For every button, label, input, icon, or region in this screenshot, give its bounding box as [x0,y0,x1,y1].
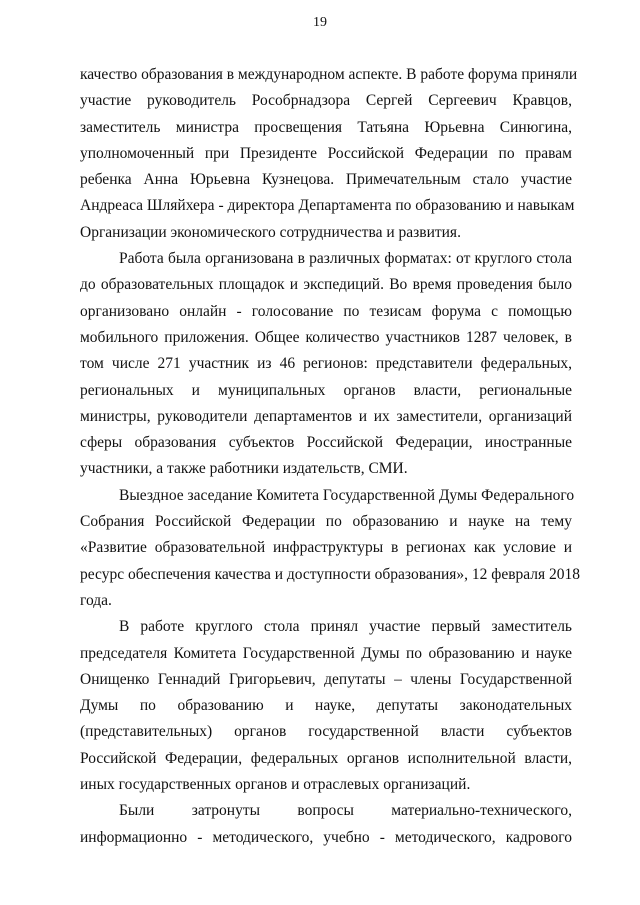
text-line: том числе 271 участник из 46 регионов: представители федеральных, [80,355,572,373]
text-line: Андреаса Шляйхера - директора Департамента по образованию и навыкам [80,197,575,215]
text-line: «Развитие образовательной инфраструктуры в регионах как условие и [80,539,572,557]
text-line: участие руководитель Рособрнадзора Сергей Сергеевич Кравцов, [80,92,572,110]
page-number: 19 [313,15,327,30]
document-body [80,62,581,851]
text-line: Работа была организована в различных форматах: от круглого стола [119,250,572,268]
text-line: министры, руководители департаментов и их заместители, организаций [80,407,572,425]
text-line: председателя Комитета Государственной Думы по образованию и науке [80,644,572,662]
text-line: (представительных) органов государственной власти субъектов [80,723,572,741]
paragraph-forum-participants [80,62,578,246]
text-line: сферы образования субъектов Российской Федерации, иностранные [80,434,572,452]
text-line: Российской Федерации, федеральных органов исполнительной власти, [80,749,572,767]
text-line: ребенка Анна Юрьевна Кузнецова. Примечательным стало участие [80,171,572,189]
text-line: Были затронуты вопросы материально-технического, [119,802,572,820]
text-line: заместитель министра просвещения Татьяна Юрьевна Синюгина, [80,118,572,136]
text-line: организовано онлайн - голосование по тезисам форума с помощью [80,302,572,320]
text-line: Собрания Российской Федерации по образованию и науке на тему [80,513,572,531]
text-line: мобильного приложения. Общее количество участников 1287 человек, в [80,328,572,346]
text-line: качество образования в международном аспекте. В работе форума приняли [80,66,578,83]
text-line: Организации экономического сотрудничества и развития. [80,223,461,241]
text-line: региональных и муниципальных органов власти, региональные [80,381,572,399]
paragraph-committee-session [80,483,581,614]
text-line: Онищенко Геннадий Григорьевич, депутаты – члены Государственной [80,670,572,688]
text-line: до образовательных площадок и экспедиций. Во время проведения было [80,276,572,294]
text-line: участники, а также работники издательств, СМИ. [80,460,408,478]
text-line: уполномоченный при Президенте Российской Федерации по правам [80,144,572,162]
text-line: ресурс обеспечения качества и доступности образования», 12 февраля 2018 [80,565,581,583]
paragraph-round-table [80,614,572,798]
paragraph-issues-discussed [80,798,572,851]
text-line: В работе круглого стола принял участие первый заместитель [119,618,572,636]
text-line: информационно - методического, учебно - методического, кадрового [80,828,572,846]
text-line: иных государственных органов и отраслевых организаций. [80,776,471,794]
paragraph-work-formats [80,246,572,483]
text-line: года. [80,591,112,609]
text-line: Выездное заседание Комитета Государственной Думы Федерального [119,486,575,504]
text-line: Думы по образованию и науке, депутаты законодательных [80,697,572,715]
